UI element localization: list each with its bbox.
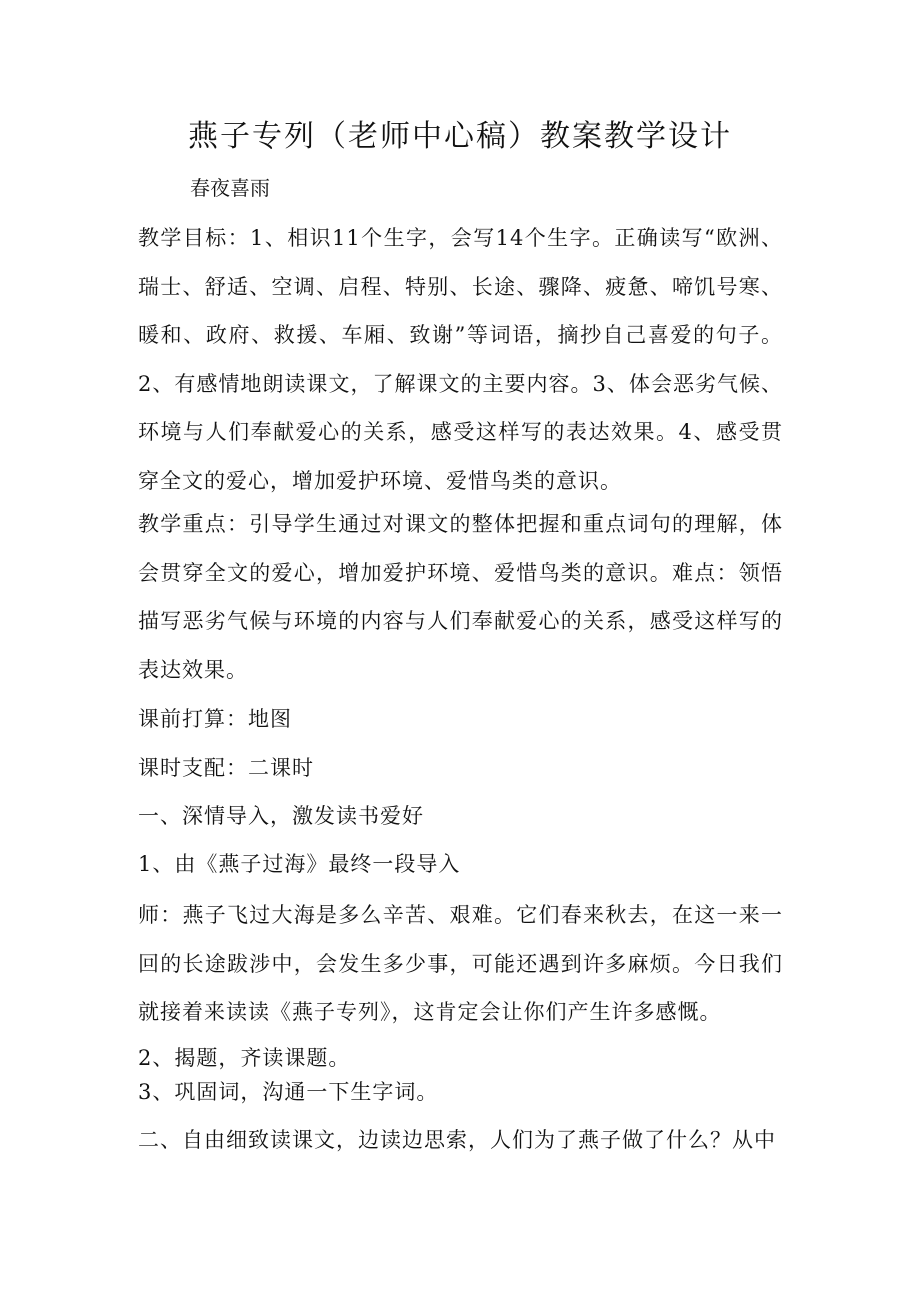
section-2-heading: 二、自由细致读课文，边读边思索，人们为了燕子做了什么？从中 [138,1128,776,1152]
document-title: 燕子专列（老师中心稿）教案教学设计 [188,119,732,154]
class-schedule: 课时支配：二课时 [138,756,314,780]
step-3: 3、巩固词，沟通一下生字词。 [138,1080,439,1104]
class-preparation: 课前打算：地图 [138,707,292,731]
teaching-key-points: 教学重点：引导学生通过对课文的整体把握和重点词句的理解，体会贯穿全文的爱心，增加爱护环境、爱惜鸟类的意识。难点：领悟描写恶劣气候与环境的内容与人们奉献爱心的关系，感受这样写的表达效果。 [138,512,783,682]
byline: 春夜喜雨 [190,176,270,200]
step-1: 1、由《燕子过海》最终一段导入 [138,852,461,876]
teaching-objectives: 教学目标：1、相识11个生字，会写14个生字。正确读写“欧洲、瑞士、舒适、空调、启程、特别、长途、骤降、疲惫、啼饥号寒、暖和、政府、救援、车厢、致谢”等词语，摘抄自己喜爱的句子。2、有感情地朗读课文，了解课文的主要内容。3、体会恶劣气候、环境与人们奉献爱心的关系，感受这样写的表达效果。4、感受贯穿全文的爱心，增加爱护环境、爱惜鸟类的意识。 [138,226,783,493]
step-2: 2、揭题，齐读课题。 [138,1046,351,1070]
section-1-heading: 一、深情导入，激发读书爱好 [138,804,424,828]
teacher-speech: 师：燕子飞过大海是多么辛苦、艰难。它们春来秋去，在这一来一回的长途跋涉中，会发生多少事，可能还遇到许多麻烦。今日我们就接着来读读《燕子专列》，这肯定会让你们产生许多感慨。 [138,903,783,1024]
